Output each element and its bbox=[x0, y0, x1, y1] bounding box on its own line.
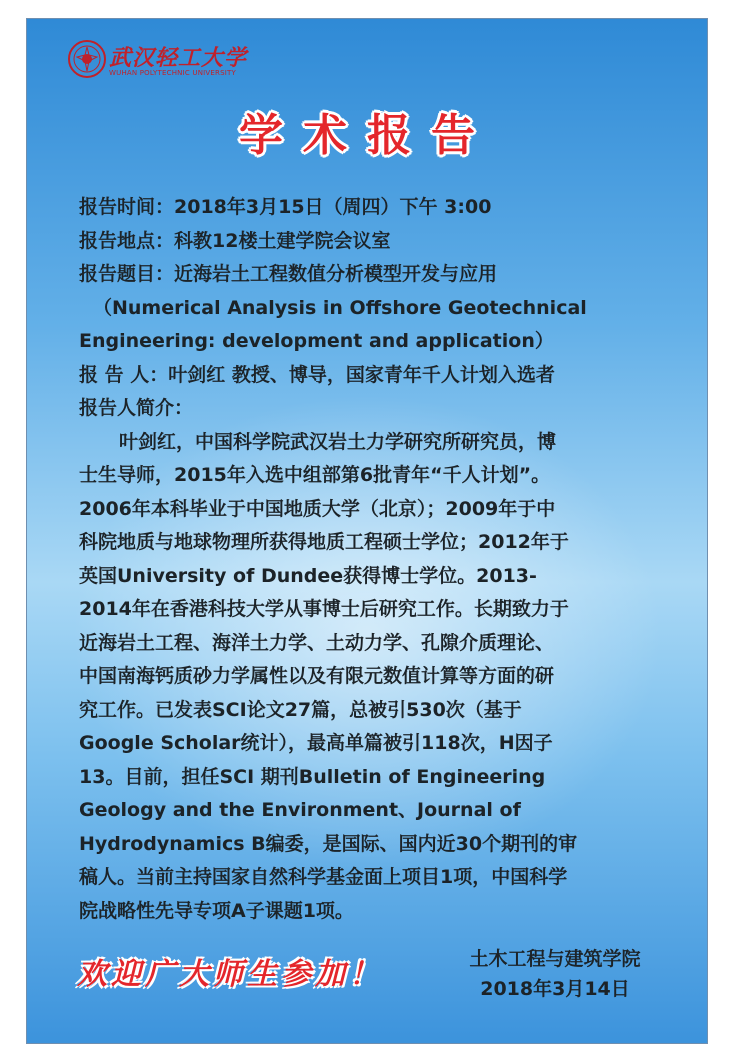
university-name-en: WUHAN POLYTECHNIC UNIVERSITY bbox=[109, 69, 236, 77]
reporter-intro-label: 报告人简介： bbox=[79, 397, 194, 419]
university-logo bbox=[67, 39, 267, 83]
university-name-cn: 武汉轻工大学 bbox=[109, 45, 248, 71]
reporter: 报 告 人：叶剑红 教授、博导，国家青年千人计划入选者 bbox=[79, 363, 555, 386]
bio-line: 究工作。已发表SCI论文27篇，总被引530次（基于 bbox=[79, 698, 522, 721]
report-time: 报告时间：2018年3月15日（周四）下午 3:00 bbox=[79, 196, 492, 218]
bio-line: Google Scholar统计），最高单篇被引118次，H因子 bbox=[79, 732, 553, 754]
report-topic: 报告题目：近海岩土工程数值分析模型开发与应用 bbox=[79, 263, 498, 285]
bio-line: 士生导师，2015年入选中组部第6批青年“千人计划”。 bbox=[79, 464, 551, 486]
bio-line: 英国University of Dundee获得博士学位。2013- bbox=[79, 564, 537, 587]
bio-line: 2006年本科毕业于中国地质大学（北京）；2009年于中 bbox=[79, 497, 556, 520]
bio-line: 科院地质与地球物理所获得地质工程硕士学位；2012年于 bbox=[79, 531, 569, 553]
bio-line: 2014年在香港科技大学从事博士后研究工作。长期致力于 bbox=[79, 598, 569, 620]
report-details bbox=[79, 191, 669, 928]
report-location: 报告地点：科教12楼土建学院会议室 bbox=[79, 229, 391, 252]
issue-date: 2018年3月14日 bbox=[480, 978, 630, 1000]
bio-line: 稿人。当前主持国家自然科学基金面上项目1项，中国科学 bbox=[79, 866, 568, 888]
bio-line: 院战略性先导专项A子课题1项。 bbox=[79, 899, 354, 922]
bio-line: 中国南海钙质砂力学属性以及有限元数值计算等方面的研 bbox=[79, 665, 555, 687]
poster-title: 学术报告 bbox=[239, 110, 495, 161]
university-seal-icon bbox=[67, 39, 107, 79]
organizer-block bbox=[445, 944, 665, 1004]
organizer-name: 土木工程与建筑学院 bbox=[469, 948, 641, 970]
report-topic-en-1: （Numerical Analysis in Offshore Geotechnical bbox=[93, 296, 587, 319]
report-topic-en-2: Engineering: development and application） bbox=[79, 330, 554, 352]
bio-line: Hydrodynamics B编委，是国际、国内近30个期刊的审 bbox=[79, 832, 578, 855]
bio-line: 近海岩土工程、海洋土力学、土动力学、孔隙介质理论、 bbox=[79, 631, 555, 654]
poster bbox=[26, 18, 708, 1044]
welcome-slogan: 欢迎广大师生参加！ bbox=[77, 957, 383, 992]
bio-line: Geology and the Environment、Journal of bbox=[79, 799, 521, 821]
bio-line: 叶剑红，中国科学院武汉岩土力学研究所研究员，博 bbox=[119, 430, 557, 453]
bio-line: 13。目前，担任SCI 期刊Bulletin of Engineering bbox=[79, 765, 546, 788]
